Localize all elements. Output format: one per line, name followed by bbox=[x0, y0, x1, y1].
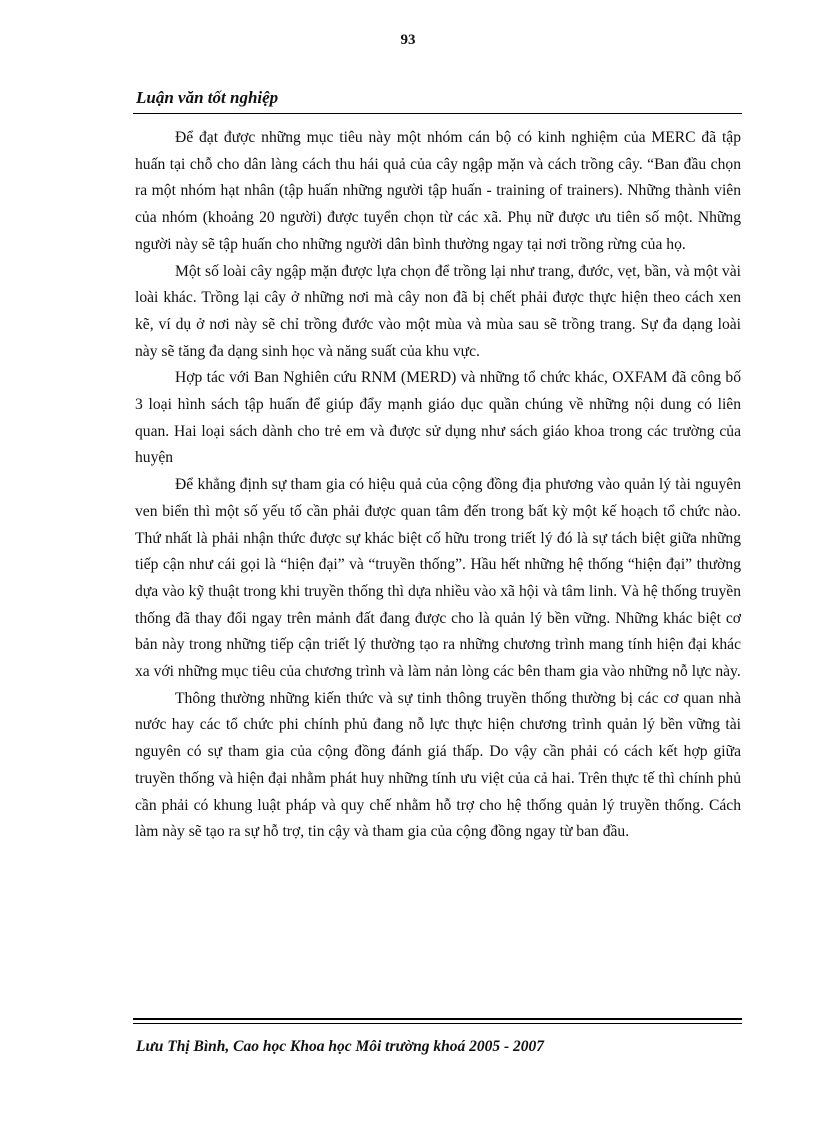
paragraph: Để khẳng định sự tham gia có hiệu quả của cộng đồng địa phương vào quản lý tài nguyên ven biển thì một số yếu tố cần phải được quan tâm đến trong bất kỳ một kế hoạch tổ chức nào. Thứ nhất là phải nhận thức được sự khác biệt cố hữu trong triết lý đó là sự tách biệt giữa những tiếp cận như cái gọi là “hiện đại” và “truyền thống”. Hầu hết những hệ thống “hiện đại” thường dựa vào kỹ thuật trong khi truyền thống thì dựa nhiều vào xã hội và tâm linh. Và hệ thống truyền thống đã thay đổi ngay trên mảnh đất đang được cho là quản lý bền vững. Những khác biệt cơ bản này trong những tiếp cận triết lý thường tạo ra những chương trình mang tính hiện đại khác xa với những mục tiêu của chương trình và làm nản lòng các bên tham gia vào những nỗ lực này. bbox=[135, 476, 741, 681]
page-number: 93 bbox=[400, 32, 416, 48]
body-text bbox=[135, 125, 741, 846]
header-title: Luận văn tốt nghiệp bbox=[136, 88, 279, 107]
header-divider bbox=[133, 113, 742, 114]
footer-divider bbox=[133, 1018, 742, 1024]
footer-text: Lưu Thị Bình, Cao học Khoa học Môi trường khoá 2005 - 2007 bbox=[136, 1038, 545, 1055]
paragraph: Hợp tác với Ban Nghiên cứu RNM (MERD) và những tổ chức khác, OXFAM đã công bố 3 loại hình sách tập huấn để giúp đẩy mạnh giáo dục quần chúng về những nội dung có liên quan. Hai loại sách dành cho trẻ em và được sử dụng như sách giáo khoa trong các trường của huyện bbox=[135, 369, 741, 467]
paragraph: Để đạt được những mục tiêu này một nhóm cán bộ có kinh nghiệm của MERC đã tập huấn tại chỗ cho dân làng cách thu hái quả của cây ngập mặn và cách trồng cây. “Ban đầu chọn ra một nhóm hạt nhân (tập huấn những người tập huấn - training of trainers). Những thành viên của nhóm (khoảng 20 người) được tuyển chọn từ các xã. Phụ nữ được ưu tiên số một. Những người này sẽ tập huấn cho những người dân bình thường ngay tại nơi trồng rừng của họ. bbox=[135, 129, 741, 253]
paragraph: Thông thường những kiến thức và sự tinh thông truyền thống thường bị các cơ quan nhà nước hay các tổ chức phi chính phủ đang nỗ lực thực hiện chương trình quản lý bền vững tài nguyên có sự tham gia của cộng đồng đánh giá thấp. Do vậy cần phải có cách kết hợp giữa truyền thống và hiện đại nhằm phát huy những tính ưu việt của cả hai. Trên thực tế thì chính phủ cần phải có khung luật pháp và quy chế nhằm hỗ trợ cho hệ thống quản lý truyền thống. Cách làm này sẽ tạo ra sự hỗ trợ, tin cậy và tham gia của cộng đồng ngay từ ban đầu. bbox=[135, 689, 741, 841]
paragraph: Một số loài cây ngập mặn được lựa chọn để trồng lại như trang, đước, vẹt, bần, và một vài loài khác. Trồng lại cây ở những nơi mà cây non đã bị chết phải được thực hiện theo cách xen kẽ, ví dụ ở nơi này sẽ chỉ trồng đước vào một mùa và mùa sau sẽ trồng trang. Sự đa dạng loài này sẽ tăng đa dạng sinh học và năng suất của khu vực. bbox=[135, 262, 741, 360]
